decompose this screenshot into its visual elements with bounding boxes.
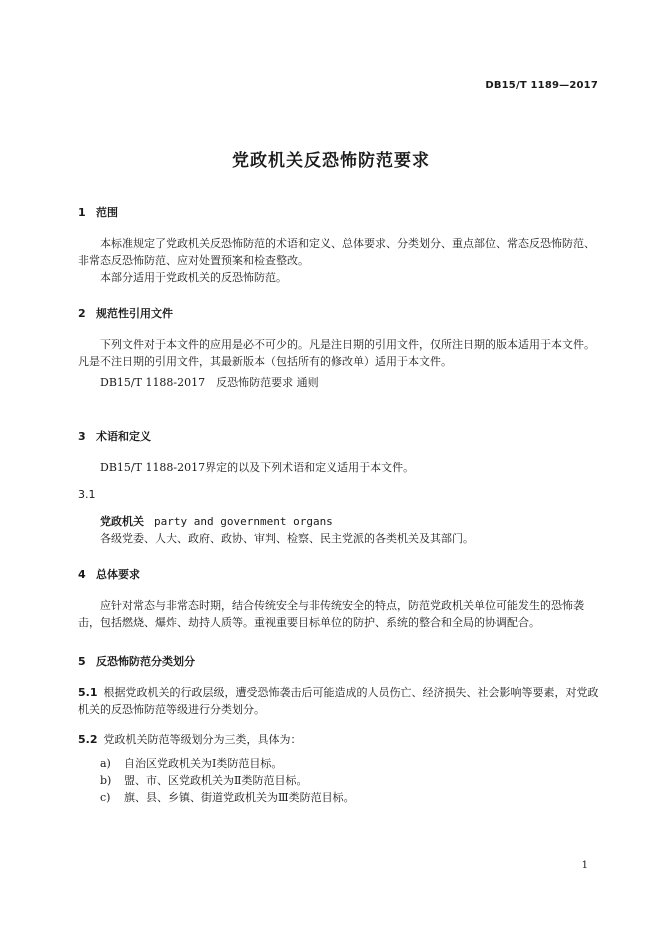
clause-text: 党政机关防范等级划分为三类，具体为： — [103, 733, 302, 746]
section-2-paragraph-1: 下列文件对于本文件的应用是必不可少的。凡是注日期的引用文件，仅所注日期的版本适用于本文件。凡是不注日期的引用文件，其最新版本（包括所有的修改单）适用于本文件。 — [78, 338, 595, 368]
clause-5-2 — [78, 731, 302, 747]
section-title: 范围 — [96, 206, 118, 219]
section-2-heading — [78, 305, 173, 321]
list-item — [100, 772, 307, 788]
document-title: 党政机关反恐怖防范要求 — [232, 151, 430, 171]
term-number: 3.1 — [78, 488, 96, 501]
clause-5-1 — [78, 684, 602, 718]
section-4-paragraph-1: 应针对常态与非常态时期，结合传统安全与非传统安全的特点，防范党政机关单位可能发生的恐怖袭击，包括燃烧、爆炸、劫持人质等。重视重要目标单位的防护、系统的整合和全局的协调配合。 — [78, 599, 584, 629]
section-title: 总体要求 — [96, 568, 140, 581]
term-chinese: 党政机关 — [100, 515, 144, 528]
term-entry — [100, 513, 333, 529]
section-5-heading — [78, 653, 195, 669]
list-marker: c) — [100, 791, 111, 804]
section-number: 3 — [78, 430, 86, 443]
section-1-paragraph-2: 本部分适用于党政机关的反恐怖防范。 — [100, 271, 287, 284]
page-number: 1 — [581, 860, 588, 871]
section-4-heading — [78, 566, 140, 582]
section-1-heading — [78, 204, 118, 220]
list-item-text: 盟、市、区党政机关为Ⅱ类防范目标。 — [124, 774, 308, 787]
term-definition: 各级党委、人大、政府、政协、审判、检察、民主党派的各类机关及其部门。 — [100, 532, 474, 545]
list-marker: b) — [100, 774, 112, 787]
list-item — [100, 755, 282, 771]
term-english: party and government organs — [154, 515, 333, 528]
list-item-text: 旗、县、乡镇、街道党政机关为Ⅲ类防范目标。 — [124, 791, 355, 804]
clause-number: 5.1 — [78, 686, 98, 699]
list-item — [100, 789, 355, 805]
section-title: 反恐怖防范分类划分 — [96, 655, 195, 668]
section-number: 4 — [78, 568, 86, 581]
standard-code: DB15/T 1189—2017 — [485, 80, 598, 91]
section-3-heading — [78, 428, 151, 444]
section-3-paragraph-1: DB15/T 1188-2017界定的以及下列术语和定义适用于本文件。 — [100, 461, 415, 474]
section-number: 1 — [78, 206, 86, 219]
section-number: 2 — [78, 307, 86, 320]
list-marker: a) — [100, 757, 111, 770]
list-item-text: 自治区党政机关为Ⅰ类防范目标。 — [124, 757, 283, 770]
clause-number: 5.2 — [78, 733, 98, 746]
section-number: 5 — [78, 655, 86, 668]
clause-text: 根据党政机关的行政层级，遭受恐怖袭击后可能造成的人员伤亡、经济损失、社会影响等要素，对党政机关的反恐怖防范等级进行分类划分。 — [78, 686, 599, 716]
section-1-paragraph-1: 本标准规定了党政机关反恐怖防范的术语和定义、总体要求、分类划分、重点部位、常态反恐怖防范、非常态反恐怖防范、应对处置预案和检查整改。 — [78, 237, 595, 267]
section-title: 术语和定义 — [96, 430, 151, 443]
normative-reference: DB15/T 1188-2017 反恐怖防范要求 通则 — [100, 376, 319, 389]
section-title: 规范性引用文件 — [96, 307, 173, 320]
